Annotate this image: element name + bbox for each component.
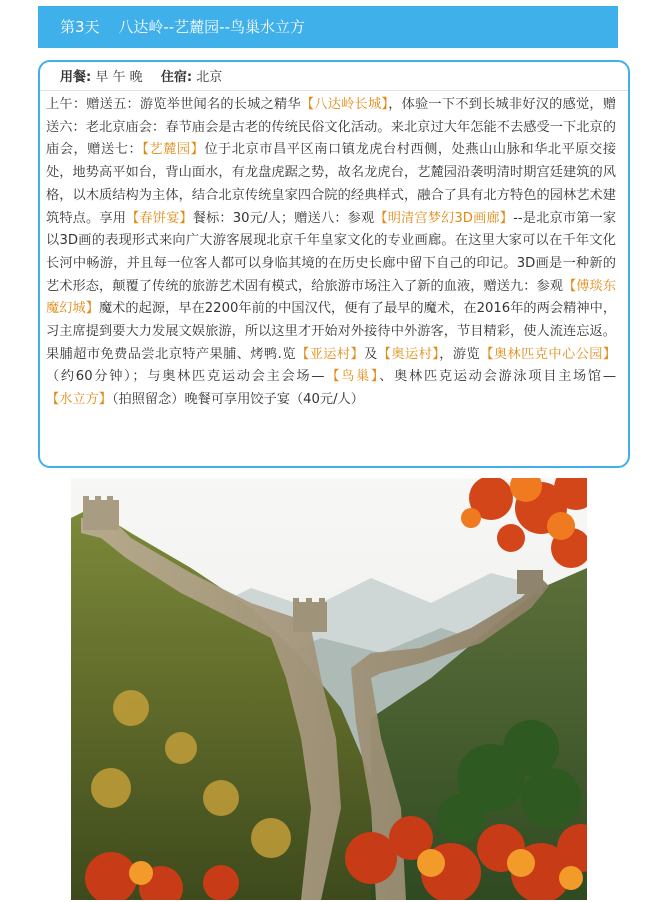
text-segment: 位于北京市昌平区南口镇龙虎台村西侧，处燕山山脉和华北平原交接处，地势高平如台，背山面水，有龙盘虎踞之势，故名龙虎台，艺麓园沿袭明清时期宫廷建筑的风格，以木质结构为主体，结合北京传统皇家四合院的经典样式，融合了具有北方特色的园林艺术建筑特点。享用: [46, 142, 617, 226]
highlight-3d-gallery: 【明清宫梦幻3D画廊】: [374, 210, 514, 226]
meta-divider: [40, 90, 628, 91]
highlight-magic-city: 【傅琰东魔幻城】: [46, 278, 617, 317]
text-segment: 、奥林匹克运动会游泳项目主场馆—: [379, 369, 617, 385]
highlight-yilu-garden: 【艺麓园】: [142, 142, 205, 158]
great-wall-photo: [71, 478, 587, 900]
text-segment: 及: [364, 346, 378, 362]
highlight-spring-pancake-feast: 【春饼宴】: [126, 210, 193, 226]
itinerary-card: [38, 60, 630, 468]
highlight-asian-games-village: 【亚运村】: [295, 346, 365, 362]
stay-value: 北京: [196, 70, 223, 85]
meta-line: [60, 68, 222, 88]
meals-label: 用餐:: [60, 70, 92, 85]
text-segment: 餐标：30元/人；赠送八：参观: [192, 210, 375, 226]
text-segment: 上午：赠送五：游览举世闻名的长城之精华: [46, 97, 301, 112]
day-route: 八达岭--艺麓园--鸟巢水立方: [118, 18, 305, 36]
text-segment: （拍照留念）晚餐可享用饺子宴（40元/人）: [111, 392, 364, 408]
text-segment: （约60分钟）；与奥林匹克运动会主会场—: [46, 369, 325, 385]
day-header: [38, 6, 618, 48]
itinerary-description: [46, 94, 616, 412]
highlight-olympic-park: 【奥林匹克中心公园】: [480, 346, 617, 362]
text-segment: --是北京市第一家以3D画的表现形式来向广大游客展现北京千年皇家文化的专业画廊。在这里大家可以在千年文化长河中畅游，并且每一位客人都可以身临其境的在历史长廊中留下自己的印记。3D画是一种新的艺术形态，颠覆了传统的旅游艺术固有模式，给旅游市场注入了新的血液，赠送九：参观: [46, 210, 617, 294]
day-number: 第3天: [60, 18, 100, 36]
highlight-olympic-village: 【奥运村】: [377, 346, 440, 362]
highlight-water-cube: 【水立方】: [46, 392, 112, 408]
stay-label: 住宿:: [160, 70, 193, 85]
text-segment: ，游览: [439, 346, 481, 362]
text-segment: 魔术的起源，早在2200年前的中国汉代，便有了最早的魔术，在2016年的两会精神中，习主席提到要大力发展文娱旅游，所以这里才开始对外接待中外游客，节目精彩，使人流连忘返。果脯超市免费品尝北京特产果脯、烤鸭.览: [46, 301, 617, 362]
text-segment: ，体验一下不到长城非好汉的感觉，赠送六：老北京庙会：春节庙会是古老的传统民俗文化活动。来北京过大年怎能不去感受一下北京的庙会，赠送七：: [46, 97, 617, 158]
meals-value: 早 午 晚: [95, 70, 143, 85]
highlight-birds-nest: 【鸟巢】: [324, 369, 380, 385]
highlight-badaling-great-wall: 【八达岭长城】: [300, 97, 389, 112]
